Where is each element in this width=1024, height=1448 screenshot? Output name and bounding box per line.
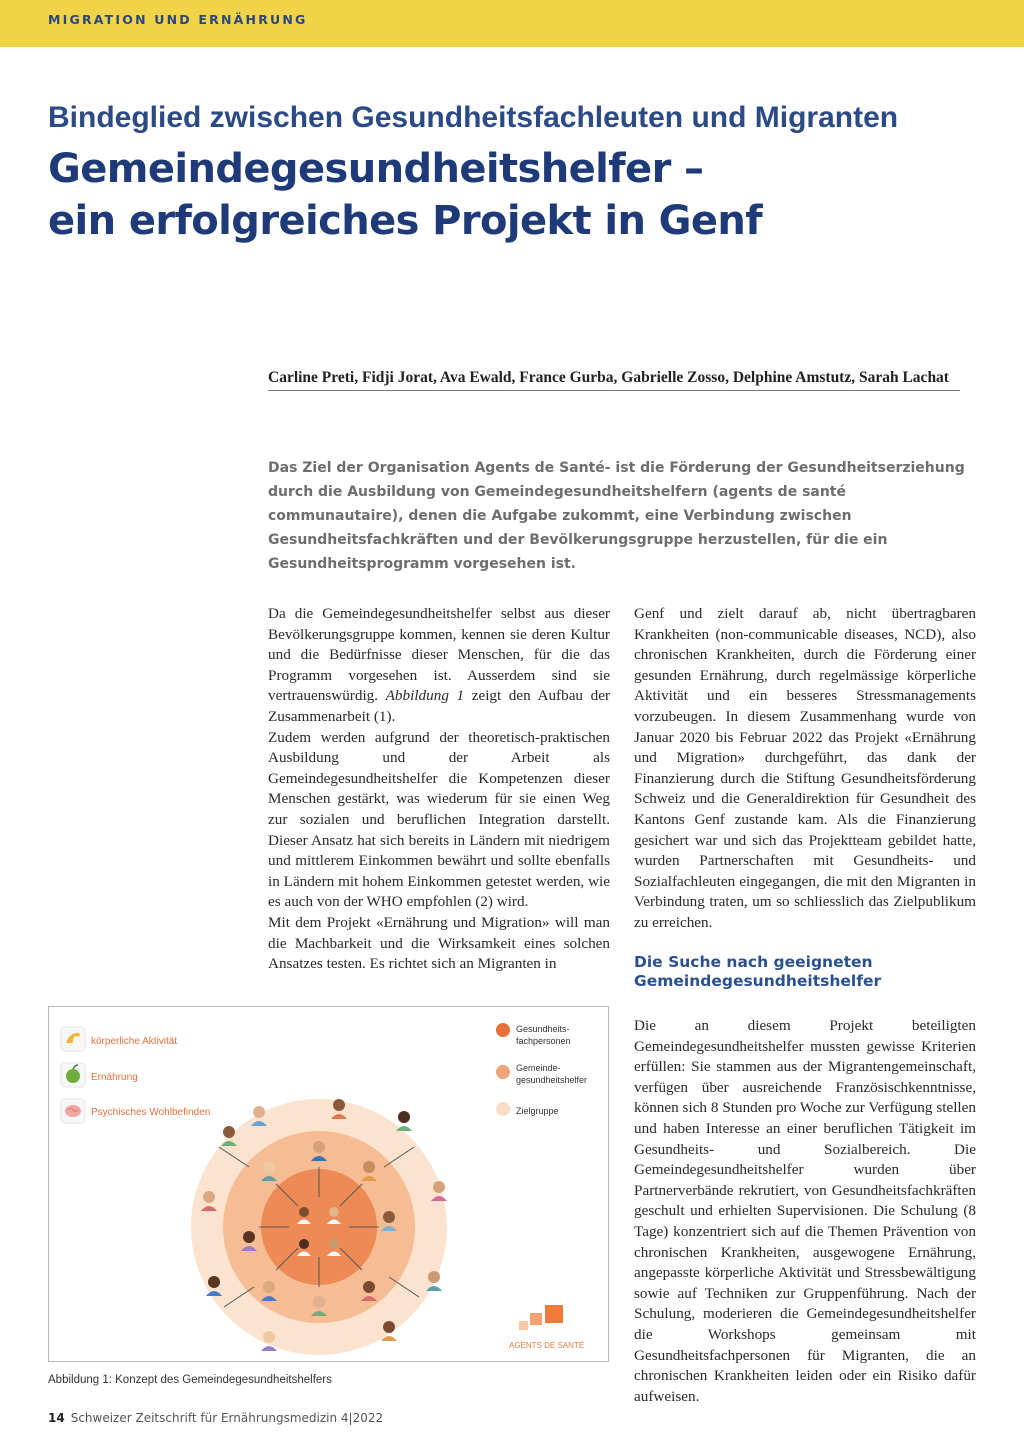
body-column-right-top <box>634 604 976 934</box>
legend-label-nutrition: Ernährung <box>91 1072 138 1083</box>
logo-text: AGENTS DE SANTÉ <box>509 1341 585 1350</box>
title-line-1: Gemeindegesundheitshelfer – <box>48 146 704 192</box>
figure-caption: Abbildung 1: Konzept des Gemeindegesundheitshelfers <box>48 1374 332 1386</box>
legend-label-helpers-1: Gemeinde- <box>516 1063 561 1073</box>
legend-label-professionals-2: fachpersonen <box>516 1036 571 1046</box>
logo-square-2 <box>530 1313 542 1325</box>
body-column-right-bottom <box>634 1016 976 1407</box>
legend-dot-helpers <box>496 1065 510 1079</box>
abstract: Das Ziel der Organisation Agents de Santé- ist die Förderung der Gesundheitserziehung durch die Ausbildung von Gemeindegesundheitshelfern (agents de santé communautaire), denen die Aufgabe zukommt, eine Verbindung zwischen Gesundheitsfachkräften und der Bevölkerungsgruppe herzustellen, für die ein Gesundheitsprogramm vorgesehen ist. <box>268 460 965 572</box>
title-line-2: ein erfolgreiches Projekt in Genf <box>48 198 763 244</box>
journal-name: Schweizer Zeitschrift für Ernährungsmedizin 4|2022 <box>70 1411 384 1425</box>
paragraph-1 <box>268 604 610 728</box>
page-footer <box>48 1411 383 1425</box>
paragraph-2: Zudem werden aufgrund der theoretisch-praktischen Ausbildung und der Arbeit als Gemeindegesundheitshelfer die Kompetenzen dieser Menschen gestärkt, was wiederum für sie einen Weg zur sozialen und beruflichen Integration darstellt. Dieser Ansatz hat sich bereits in Ländern mit niedrigem und mittlerem Einkommen bewährt und sollte ebenfalls in Ländern mit hohem Einkommen getestet werden, wie es auch von der WHO empfohlen (2) wird. <box>268 728 610 911</box>
concept-diagram <box>49 1007 610 1363</box>
legend-label-activity: körperliche Aktivität <box>91 1036 178 1047</box>
legend-label-professionals-1: Gesundheits- <box>516 1024 570 1034</box>
paragraph-5: Die an diesem Projekt beteiligten Gemeindegesundheitshelfer mussten gewisse Kriterien erfüllen: Sie stammen aus der Migrantengemeinschaft, verfügen über ausreichende Französischkenntnisse, können sich 8 Stunden pro Woche zur Verfügung stellen und haben Interesse an einer beruflichen Tätigkeit im Gesundheits- und Sozialbereich. Die Gemeindegesundheitshelfer wurden über Partnerverbände rekrutiert, von Gesundheitsfachkräften geschult und erhielten Supervisionen. Die Schulung (8 Tage) konzentriert sich auf die Themen Prävention von chronischen Krankheiten, ausgewogene Ernährung, angepasste körperliche Aktivität und Stressbewältigung sowie auf Techniken zur Gruppenführung. Nach der Schulung, moderieren die Gemeindegesundheitshelfer die Workshops gemeinsam mit Gesundheitsfachpersonen für Migranten, die an chronischen Krankheiten leiden oder ein Risiko dafür aufweisen. <box>634 1017 976 1405</box>
section-subheading: Die Suche nach geeigneten Gemeindegesundheitshelfer <box>634 953 882 990</box>
body-column-left <box>268 604 610 975</box>
logo-square-1 <box>545 1305 563 1323</box>
legend-label-helpers-2: gesundheitshelfer <box>516 1075 588 1085</box>
apple-icon <box>66 1069 80 1083</box>
article-kicker: Bindeglied zwischen Gesundheitsfachleuten und Migranten <box>48 101 899 134</box>
section-label: MIGRATION UND ERNÄHRUNG <box>48 12 308 27</box>
figure-1 <box>48 1006 609 1362</box>
figure-reference: Abbildung 1 <box>385 687 465 705</box>
legend-left <box>61 1027 210 1123</box>
section-band <box>0 0 1024 47</box>
legend-dot-target <box>496 1102 510 1116</box>
page-number: 14 <box>48 1411 65 1425</box>
article-title <box>48 143 1008 247</box>
brain-icon <box>65 1105 81 1117</box>
paragraph-4: Genf und zielt darauf ab, nicht übertragbaren Krankheiten (non-communicable diseases, NCD), also chronischen Krankheiten, durch die Förderung einer gesunden Ernährung, durch regelmässige körperliche Aktivität und ein besseres Stressmanagements vorzubeugen. In diesem Zusammenhang wurde von Januar 2020 bis Februar 2022 das Projekt «Ernährung und Migration» durchgeführt, das dank der Finanzierung durch die Stiftung Gesundheitsförderung Schweiz und die Generaldirektion für Gesundheit des Kantons Genf zustande kam. Als die Finanzierung gesichert war und sich das Projektteam gebildet hatte, wurden Partnerschaften mit Gesundheits- und Sozialfachleuten eingegangen, die mit den Migranten in Verbindung traten, um so schliesslich das Zielpublikum zu erreichen. <box>634 605 976 931</box>
legend-dot-professionals <box>496 1023 510 1037</box>
paragraph-3: Mit dem Projekt «Ernährung und Migration» will man die Machbarkeit und die Wirksamkeit eines solchen Ansatzes testen. Es richtet sich an Migranten in <box>268 913 610 973</box>
legend-label-target: Zielgruppe <box>516 1106 559 1116</box>
agents-de-sante-logo <box>509 1305 584 1350</box>
legend-right <box>496 1023 587 1116</box>
paragraph-1-text-a: Da die Gemeindegesundheitshelfer selbst aus dieser Bevölkerungsgruppe kommen, kennen sie deren Kultur und die Bedürfnisse dieser Menschen, für die das Programm vorgesehen ist. Ausserdem sind sie vertrauenswürdig. <box>268 605 610 705</box>
paragraph-1-text-b: zeigt den Aufbau der Zusammenarbeit (1). <box>268 687 611 725</box>
legend-label-wellbeing: Psychisches Wohlbefinden <box>91 1107 211 1118</box>
author-list: Carline Preti, Fidji Jorat, Ava Ewald, France Gurba, Gabrielle Zosso, Delphine Amstutz, Sarah Lachat <box>268 369 960 391</box>
logo-square-3 <box>519 1321 528 1330</box>
